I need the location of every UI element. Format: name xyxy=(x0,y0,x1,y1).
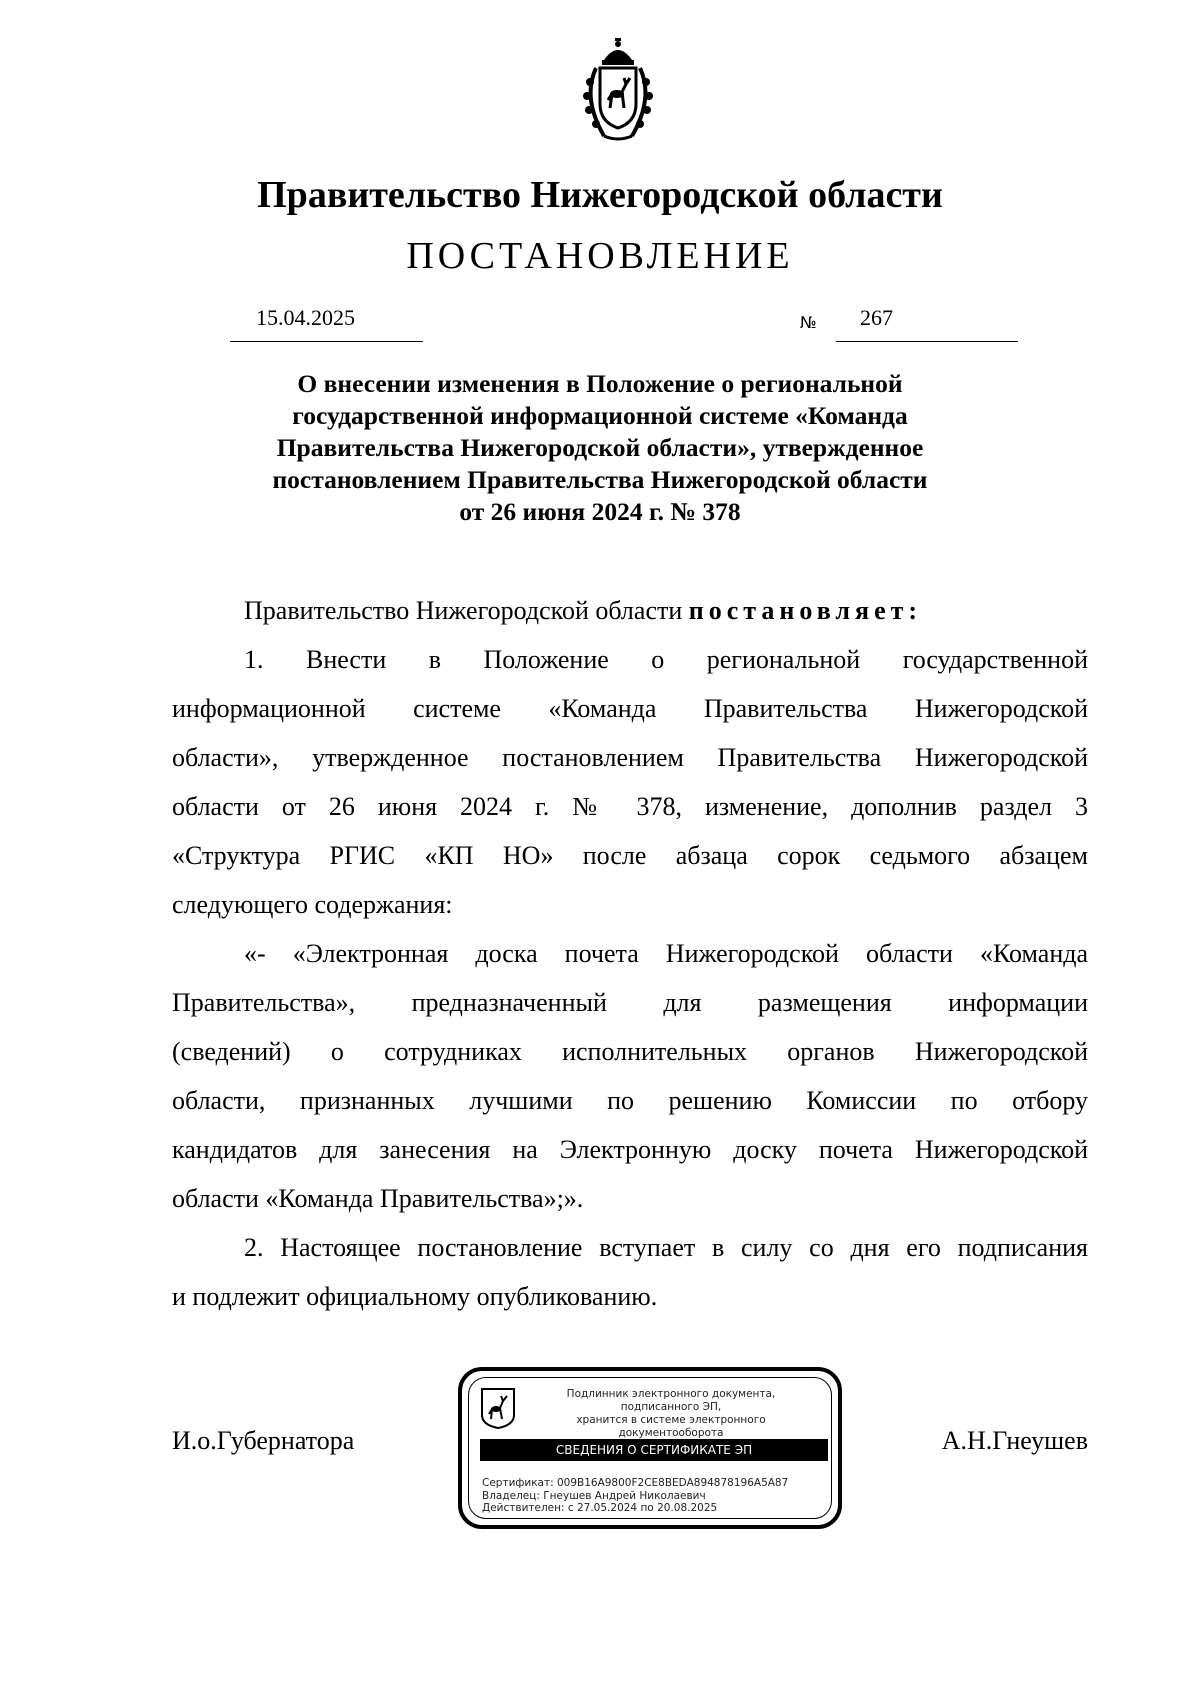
stamp-note xyxy=(526,1388,816,1440)
signer-title: И.о.Губернатора xyxy=(172,1426,355,1455)
certificate-header: СВЕДЕНИЯ О СЕРТИФИКАТЕ ЭП xyxy=(480,1439,828,1461)
document-type: ПОСТАНОВЛЕНИЕ xyxy=(406,235,794,277)
number-sign: № xyxy=(800,313,817,332)
coat-of-arms-emblem xyxy=(568,38,668,148)
quote-line: кандидатов для занесения на Электронную доску почета Нижегородской xyxy=(172,1135,1088,1164)
paragraph-1-line: 1. Внести в Положение о региональной государственной xyxy=(244,645,1088,674)
paragraph-1-line: «Структура РГИС «КП НО» после абзаца сорок седьмого абзацем xyxy=(172,841,1088,870)
subject-line: Правительства Нижегородской области», утвержденное xyxy=(276,433,924,462)
certificate-details xyxy=(482,1477,788,1515)
government-title: Правительство Нижегородской области xyxy=(257,174,943,216)
preamble-verb: постановляет: xyxy=(688,596,923,625)
subject-line: О внесении изменения в Положение о региональной xyxy=(297,369,903,398)
subject-line: от 26 июня 2024 г. № 378 xyxy=(459,497,741,526)
certificate-validity: Действителен: с 27.05.2024 по 20.08.2025 xyxy=(482,1502,718,1514)
certificate-id: Сертификат: 009B16A9800F2CE8BEDA894878196A5A87 xyxy=(482,1477,789,1489)
document-body xyxy=(172,586,1088,1321)
stamp-note-line: хранится в системе электронного документооборота xyxy=(576,1414,766,1439)
preamble xyxy=(172,586,1088,635)
paragraph-1-line: области», утвержденное постановлением Правительства Нижегородской xyxy=(172,743,1088,772)
stamp-note-line: Подлинник электронного документа, подписанного ЭП, xyxy=(566,1388,776,1413)
document-date xyxy=(230,305,423,342)
deer-logo-icon xyxy=(480,1387,516,1429)
paragraph-1-line: информационной системе «Команда Правительства Нижегородской xyxy=(172,694,1088,723)
paragraph-2-line: 2. Настоящее постановление вступает в силу со дня его подписания xyxy=(244,1233,1088,1262)
electronic-signature-stamp xyxy=(458,1367,842,1529)
date-value: 15.04.2025 xyxy=(256,305,355,330)
number-value: 267 xyxy=(860,305,893,330)
subject-line: государственной информационной системе «Команда xyxy=(292,401,908,430)
document-number xyxy=(836,305,1018,342)
paragraph-1-line: следующего содержания: xyxy=(172,890,453,919)
certificate-owner: Владелец: Гнеушев Андрей Николаевич xyxy=(482,1489,706,1502)
preamble-text: Правительство Нижегородской области xyxy=(244,596,689,625)
quote-line: области, признанных лучшими по решению Комиссии по отбору xyxy=(172,1086,1088,1115)
paragraph-2-line: и подлежит официальному опубликованию. xyxy=(172,1282,658,1311)
paragraph-1-line: области от 26 июня 2024 г. № 378, изменение, дополнив раздел 3 xyxy=(172,792,1088,821)
signer-name: А.Н.Гнеушев xyxy=(941,1426,1088,1455)
subject-line: постановлением Правительства Нижегородской области xyxy=(272,465,928,494)
quote-line: Правительства», предназначенный для размещения информации xyxy=(172,988,1088,1017)
document-subject xyxy=(230,368,970,528)
quote-line: «- «Электронная доска почета Нижегородской области «Команда xyxy=(244,939,1088,968)
quote-line: (сведений) о сотрудниках исполнительных органов Нижегородской xyxy=(172,1037,1088,1066)
quote-line: области «Команда Правительства»;». xyxy=(172,1184,584,1213)
